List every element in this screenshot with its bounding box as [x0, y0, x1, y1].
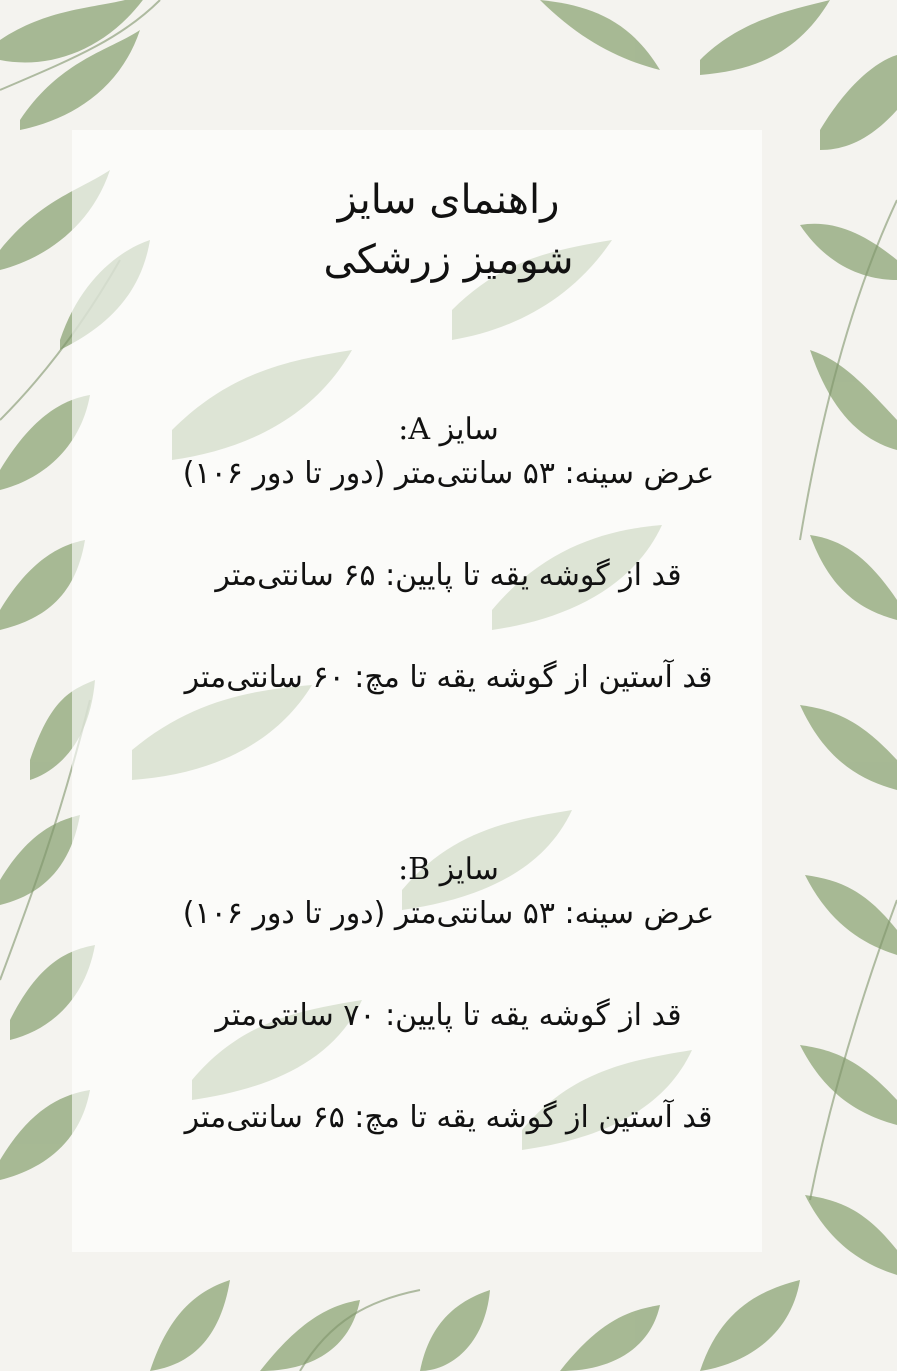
size-a-heading: سایز A: [398, 412, 499, 447]
page-title [0, 170, 897, 290]
size-b-length: قد از گوشه یقه تا پایین: ۷۰ سانتی‌متر [215, 998, 682, 1033]
title-line-1: راهنمای سایز [337, 177, 560, 223]
size-b-chest: عرض سینه: ۵۳ سانتی‌متر (دور تا دور ۱۰۶) [182, 896, 715, 931]
title-line-2: شومیز زرشکی [323, 237, 574, 283]
size-a-sleeve: قد آستین از گوشه یقه تا مچ: ۶۰ سانتی‌متر [184, 660, 713, 695]
size-b-sleeve: قد آستین از گوشه یقه تا مچ: ۶۵ سانتی‌متر [184, 1100, 713, 1135]
size-a-block [0, 408, 897, 700]
size-a-chest: عرض سینه: ۵۳ سانتی‌متر (دور تا دور ۱۰۶) [182, 456, 715, 491]
size-b-block [0, 848, 897, 1140]
size-b-heading: سایز B: [398, 852, 499, 887]
size-a-length: قد از گوشه یقه تا پایین: ۶۵ سانتی‌متر [215, 558, 682, 593]
